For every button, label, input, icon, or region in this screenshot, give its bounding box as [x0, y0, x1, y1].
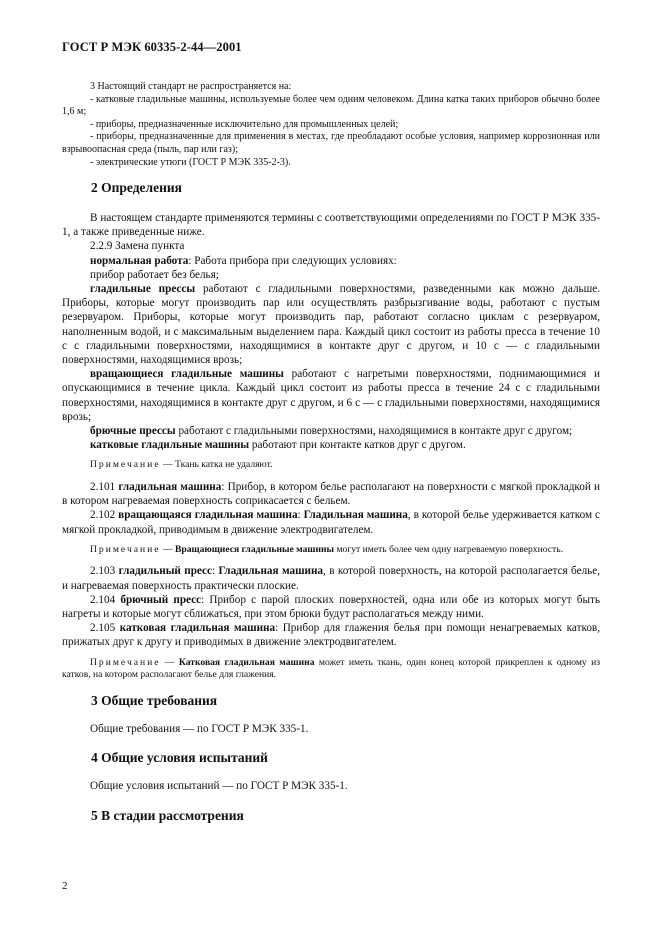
- scope-item: 3 Настоящий стандарт не распространяется на:: [90, 81, 292, 92]
- normal-work-condition: прибор работает без белья;: [90, 268, 219, 281]
- term: нормальная работа: [90, 254, 189, 267]
- term: катковые гладильные машины: [90, 439, 250, 452]
- definition-2-103: 2.103 гладильный пресс: Гладильная машина, в которой поверхность, на которой располагается белье, и нагреваемая поверхность практически плоские.: [62, 565, 601, 592]
- definition-2-105: 2.105 катковая гладильная машина: Прибор для глажения белья при помощи ненагреваемых катков, прижатых друг к другу и приводимых в движение электродвигателем.: [62, 622, 601, 649]
- section-4-title: 4 Общие условия испытаний: [91, 750, 268, 765]
- scope-item: - приборы, предназначенные для применения в местах, где преобладают особые условия, например коррозионная или взрывоопасная среда (пыль, пар или газ);: [62, 131, 600, 155]
- scope-item: - электрические утюги (ГОСТ Р МЭК 335-2-3).: [90, 156, 291, 168]
- note-1: Примечание — Ткань катка не удаляют.: [90, 459, 273, 471]
- replace-line: 2.2.9 Замена пункта: [90, 240, 185, 253]
- term: гладильные прессы: [90, 283, 196, 296]
- document-header: ГОСТ Р МЭК 60335-2-44—2001: [62, 40, 242, 54]
- definition-2-104: 2.104 брючный пресс: Прибор с парой плоских поверхностей, одна или обе из которых могут быть нагреты и которые могут сближаться, при этом брюки будут располагаться между ними.: [62, 593, 601, 621]
- ironing-presses-def: гладильные прессы работают с гладильными поверхностями, разведенными как можно дальше. Приборы, которые могут производить пар или осуществлять разбрызгивание воды, работают с пустым резервуаром. Приборы, которые могут производить пар, работают согласно циклам с резервуаром, наполненным водой, и с максимальным выделением пара. Каждый цикл состоит из работы пресса в течение 10 с с гладильными поверхностями, находящимися в контакте друг с другом, и 10 с — с гладильными поверхностями, находящимися врозь;: [62, 283, 601, 367]
- normal-work-def: нормальная работа: Работа прибора при следующих условиях:: [90, 254, 397, 267]
- trouser-presses-def: брючные прессы работают с гладильными поверхностями, находящимися в контакте друг с другом;: [90, 425, 573, 438]
- scope-item: - катковые гладильные машины, используемые более чем одним человеком. Длина катка таких приборов обычно более 1,6 м;: [62, 93, 600, 118]
- definition-2-101: 2.101 гладильная машина: Прибор, в котором белье располагают на поверхности с мягкой прокладкой и в котором нагреваемая поверхность соприкасается с бельем.: [62, 481, 601, 508]
- note-3: Примечание — Катковая гладильная машина может иметь ткань, один конец которой прикреплен к одному из катков, на котором располагают белье для глажения.: [62, 656, 601, 681]
- scope-block: [62, 81, 600, 169]
- intro-paragraph: В настоящем стандарте применяются термины с соответствующими определениями по ГОСТ Р МЭК 335-1, а также приведенные ниже.: [62, 212, 600, 239]
- rotary-machines-def: вращающиеся гладильные машины работают с нагретыми поверхностями, поднимающимися и опускающимися в течение цикла. Каждый цикл состоит из работы пресса в течение 24 с с гладильными поверхностями, находящимися в контакте друг с другом, и 6 с — с гладильными поверхностями, находящимися врозь;: [62, 368, 600, 423]
- section-3-title: 3 Общие требования: [91, 693, 218, 708]
- section-3-body: [62, 722, 600, 736]
- term: вращающиеся гладильные машины: [90, 368, 284, 381]
- section-3-text: Общие требования — по ГОСТ Р МЭК 335-1.: [90, 723, 309, 735]
- definition-2-102: 2.102 вращающаяся гладильная машина: Гладильная машина, в которой белье удерживается катком с мягкой прокладкой, приводимым в движение электродвигателем.: [62, 509, 601, 536]
- term: брючные прессы: [90, 425, 176, 438]
- section-5-title: 5 В стадии рассмотрения: [91, 808, 244, 823]
- roller-machines-def: катковые гладильные машины работают при контакте катков друг с другом.: [90, 439, 466, 452]
- section-2-body: [62, 211, 600, 682]
- section-4-text: Общие условия испытаний — по ГОСТ Р МЭК 335-1.: [90, 780, 348, 792]
- scope-item: - приборы, предназначенные исключительно для промышленных целей;: [90, 118, 399, 130]
- note-2: Примечание — Вращающиеся гладильные машины могут иметь более чем одну нагреваемую поверхность.: [90, 543, 563, 555]
- section-4-body: [62, 779, 600, 793]
- section-2-title: 2 Определения: [91, 180, 182, 195]
- page-number: 2: [62, 880, 68, 892]
